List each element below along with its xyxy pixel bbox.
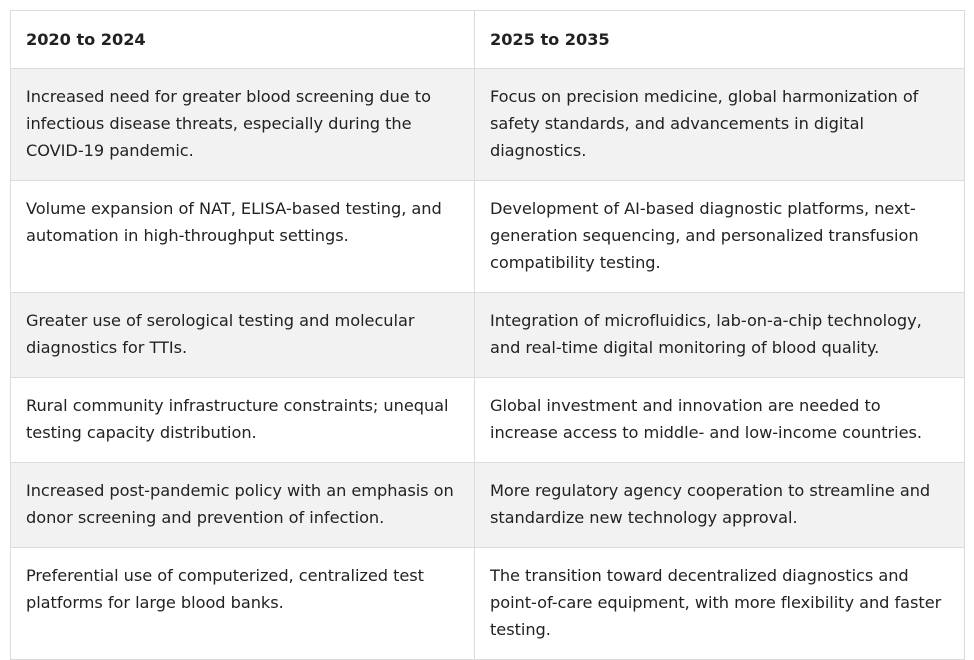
table-row — [11, 69, 965, 181]
cell-2025-2035: Focus on precision medicine, global harmonization of safety standards, and advancements in digital diagnostics. — [475, 69, 965, 181]
cell-2020-2024: Volume expansion of NAT, ELISA-based testing, and automation in high-throughput settings. — [11, 181, 475, 293]
cell-2020-2024: Preferential use of computerized, centralized test platforms for large blood banks. — [11, 548, 475, 660]
cell-2025-2035: More regulatory agency cooperation to streamline and standardize new technology approval. — [475, 463, 965, 548]
header-2020-to-2024: 2020 to 2024 — [11, 11, 475, 69]
cell-2020-2024: Increased need for greater blood screening due to infectious disease threats, especially during the COVID-19 pandemic. — [11, 69, 475, 181]
cell-2025-2035: Global investment and innovation are needed to increase access to middle- and low-income countries. — [475, 378, 965, 463]
header-2025-to-2035: 2025 to 2035 — [475, 11, 965, 69]
table-row — [11, 181, 965, 293]
table-row — [11, 548, 965, 660]
cell-2020-2024: Rural community infrastructure constraints; unequal testing capacity distribution. — [11, 378, 475, 463]
table-row — [11, 463, 965, 548]
table-row — [11, 293, 965, 378]
cell-2025-2035: Development of AI-based diagnostic platforms, next-generation sequencing, and personalized transfusion compatibility testing. — [475, 181, 965, 293]
cell-2020-2024: Greater use of serological testing and molecular diagnostics for TTIs. — [11, 293, 475, 378]
cell-2020-2024: Increased post-pandemic policy with an emphasis on donor screening and prevention of infection. — [11, 463, 475, 548]
table-header-row — [11, 11, 965, 69]
table-row — [11, 378, 965, 463]
cell-2025-2035: Integration of microfluidics, lab-on-a-chip technology, and real-time digital monitoring of blood quality. — [475, 293, 965, 378]
cell-2025-2035: The transition toward decentralized diagnostics and point-of-care equipment, with more flexibility and faster testing. — [475, 548, 965, 660]
comparison-table-container — [10, 10, 964, 660]
comparison-table — [10, 10, 965, 660]
